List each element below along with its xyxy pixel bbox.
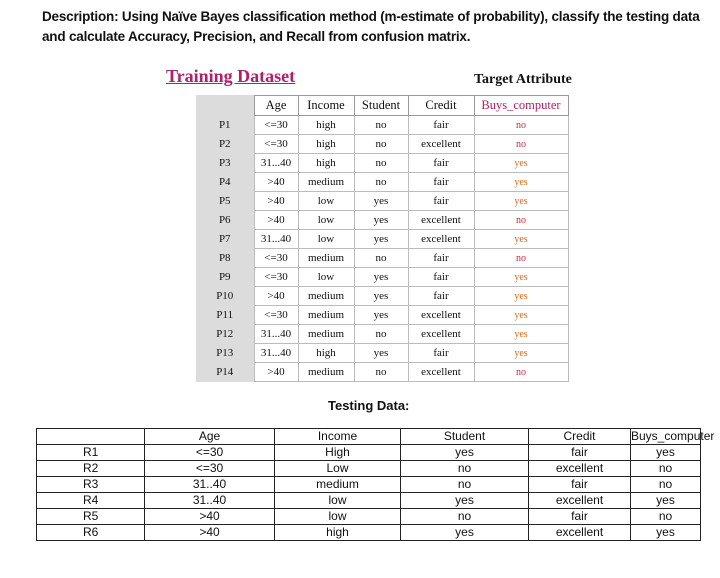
training-cell-credit: fair — [408, 249, 474, 268]
training-cell-income: medium — [298, 173, 354, 192]
testing-cell-age: 31..40 — [145, 477, 275, 493]
testing-cell-credit: fair — [529, 477, 631, 493]
training-cell-age: >40 — [254, 192, 298, 211]
testing-cell-credit: fair — [529, 509, 631, 525]
training-cell-buys-computer: yes — [474, 230, 568, 249]
testing-row-id: R4 — [37, 493, 145, 509]
training-row-id: P2 — [196, 135, 254, 154]
training-cell-credit: excellent — [408, 363, 474, 382]
testing-row-id: R2 — [37, 461, 145, 477]
training-row-id: P1 — [196, 116, 254, 135]
testing-cell-buys-computer: no — [631, 509, 701, 525]
training-row-id: P8 — [196, 249, 254, 268]
training-cell-credit: fair — [408, 154, 474, 173]
training-cell-credit: excellent — [408, 211, 474, 230]
training-header-student: Student — [354, 96, 408, 116]
testing-row — [37, 461, 701, 477]
training-cell-buys-computer: no — [474, 135, 568, 154]
testing-table — [36, 428, 715, 541]
testing-row — [37, 493, 701, 509]
testing-cell-credit: excellent — [529, 461, 631, 477]
training-cell-income: medium — [298, 325, 354, 344]
training-row — [196, 192, 568, 211]
training-cell-age: <=30 — [254, 306, 298, 325]
training-cell-buys-computer: yes — [474, 287, 568, 306]
training-cell-income: low — [298, 211, 354, 230]
testing-row-id: R6 — [37, 525, 145, 541]
description-text: Description: Using Naïve Bayes classification method (m-estimate of probability), classify the testing data and calculate Accuracy, Precision, and Recall from confusion matrix. — [42, 9, 700, 44]
training-cell-age: 31...40 — [254, 344, 298, 363]
testing-header-blank — [37, 429, 145, 445]
training-cell-age: <=30 — [254, 249, 298, 268]
testing-cell-credit: excellent — [529, 493, 631, 509]
training-cell-buys-computer: yes — [474, 325, 568, 344]
training-cell-buys-computer: no — [474, 211, 568, 230]
training-cell-buys-computer: yes — [474, 306, 568, 325]
testing-header-credit: Credit — [529, 429, 631, 445]
testing-row — [37, 445, 701, 461]
training-cell-income: medium — [298, 363, 354, 382]
training-row — [196, 173, 568, 192]
training-cell-credit: excellent — [408, 325, 474, 344]
training-cell-credit: fair — [408, 344, 474, 363]
training-cell-income: medium — [298, 287, 354, 306]
training-header-row — [196, 96, 568, 116]
training-cell-buys-computer: yes — [474, 192, 568, 211]
training-cell-buys-computer: yes — [474, 344, 568, 363]
testing-cell-credit: fair — [529, 445, 631, 461]
training-cell-buys-computer: no — [474, 116, 568, 135]
training-table-panel — [196, 95, 568, 376]
testing-cell-income: high — [275, 525, 401, 541]
testing-cell-student: no — [401, 477, 529, 493]
training-row — [196, 116, 568, 135]
training-cell-student: yes — [354, 344, 408, 363]
testing-cell-buys-computer: no — [631, 477, 701, 493]
training-table — [196, 95, 569, 382]
training-row — [196, 211, 568, 230]
training-cell-credit: fair — [408, 173, 474, 192]
training-cell-buys-computer: yes — [474, 173, 568, 192]
testing-cell-income: medium — [275, 477, 401, 493]
training-cell-income: high — [298, 116, 354, 135]
testing-header-income: Income — [275, 429, 401, 445]
training-row-id: P12 — [196, 325, 254, 344]
training-cell-income: high — [298, 154, 354, 173]
testing-cell-student: yes — [401, 493, 529, 509]
testing-cell-age: >40 — [145, 509, 275, 525]
training-row-id: P7 — [196, 230, 254, 249]
testing-cell-student: no — [401, 509, 529, 525]
testing-row-id: R5 — [37, 509, 145, 525]
training-cell-student: yes — [354, 287, 408, 306]
testing-row — [37, 509, 701, 525]
training-cell-income: low — [298, 268, 354, 287]
training-header-buys-computer: Buys_computer — [474, 96, 568, 116]
training-cell-income: medium — [298, 306, 354, 325]
training-cell-student: yes — [354, 268, 408, 287]
training-cell-buys-computer: yes — [474, 154, 568, 173]
training-header-income: Income — [298, 96, 354, 116]
training-row — [196, 287, 568, 306]
testing-header-row — [37, 429, 701, 445]
training-row — [196, 363, 568, 382]
training-dataset-title: Training Dataset — [166, 66, 296, 86]
testing-cell-income: Low — [275, 461, 401, 477]
training-cell-income: high — [298, 344, 354, 363]
training-cell-age: 31...40 — [254, 230, 298, 249]
testing-row — [37, 477, 701, 493]
training-row-id: P4 — [196, 173, 254, 192]
training-row — [196, 135, 568, 154]
training-header-blank — [196, 96, 254, 116]
testing-header-buys-computer: Buys_computer — [631, 429, 715, 443]
testing-row-id: R3 — [37, 477, 145, 493]
training-row — [196, 230, 568, 249]
training-cell-age: >40 — [254, 211, 298, 230]
training-cell-buys-computer: no — [474, 249, 568, 268]
training-row — [196, 268, 568, 287]
testing-cell-income: low — [275, 493, 401, 509]
training-cell-student: no — [354, 135, 408, 154]
training-row-id: P3 — [196, 154, 254, 173]
training-cell-income: high — [298, 135, 354, 154]
training-row — [196, 306, 568, 325]
training-cell-age: <=30 — [254, 116, 298, 135]
training-header-age: Age — [254, 96, 298, 116]
training-row — [196, 154, 568, 173]
training-cell-age: 31...40 — [254, 325, 298, 344]
training-cell-student: yes — [354, 306, 408, 325]
training-cell-buys-computer: yes — [474, 268, 568, 287]
training-cell-student: yes — [354, 192, 408, 211]
testing-cell-age: 31..40 — [145, 493, 275, 509]
training-cell-student: no — [354, 249, 408, 268]
training-cell-credit: excellent — [408, 306, 474, 325]
training-cell-student: yes — [354, 230, 408, 249]
training-row-id: P11 — [196, 306, 254, 325]
training-cell-age: <=30 — [254, 135, 298, 154]
testing-cell-buys-computer: yes — [631, 493, 701, 509]
testing-cell-credit: excellent — [529, 525, 631, 541]
training-row-id: P13 — [196, 344, 254, 363]
testing-cell-buys-computer: yes — [631, 525, 701, 541]
training-row-id: P6 — [196, 211, 254, 230]
training-cell-student: no — [354, 116, 408, 135]
testing-data-title: Testing Data: — [328, 398, 410, 413]
training-row-id: P5 — [196, 192, 254, 211]
testing-cell-age: <=30 — [145, 461, 275, 477]
training-cell-credit: fair — [408, 192, 474, 211]
training-cell-age: >40 — [254, 173, 298, 192]
training-cell-income: medium — [298, 249, 354, 268]
training-cell-credit: fair — [408, 116, 474, 135]
training-cell-age: <=30 — [254, 268, 298, 287]
training-row — [196, 249, 568, 268]
testing-header-student: Student — [401, 429, 529, 445]
training-cell-credit: excellent — [408, 230, 474, 249]
training-cell-student: yes — [354, 211, 408, 230]
target-attribute-title: Target Attribute — [474, 72, 572, 87]
training-cell-age: 31...40 — [254, 154, 298, 173]
training-row-id: P10 — [196, 287, 254, 306]
training-cell-student: no — [354, 325, 408, 344]
training-cell-student: no — [354, 173, 408, 192]
testing-cell-age: >40 — [145, 525, 275, 541]
training-row — [196, 344, 568, 363]
training-cell-income: low — [298, 192, 354, 211]
testing-header-age: Age — [145, 429, 275, 445]
training-row-id: P9 — [196, 268, 254, 287]
testing-row — [37, 525, 701, 541]
testing-cell-income: High — [275, 445, 401, 461]
training-cell-student: no — [354, 154, 408, 173]
training-cell-age: >40 — [254, 363, 298, 382]
training-cell-credit: fair — [408, 268, 474, 287]
training-cell-credit: excellent — [408, 135, 474, 154]
testing-cell-buys-computer: no — [631, 461, 701, 477]
testing-cell-buys-computer: yes — [631, 445, 701, 461]
testing-cell-student: yes — [401, 445, 529, 461]
training-cell-age: >40 — [254, 287, 298, 306]
testing-cell-student: no — [401, 461, 529, 477]
training-cell-buys-computer: no — [474, 363, 568, 382]
training-cell-income: low — [298, 230, 354, 249]
training-row-id: P14 — [196, 363, 254, 382]
testing-row-id: R1 — [37, 445, 145, 461]
testing-cell-student: yes — [401, 525, 529, 541]
training-header-credit: Credit — [408, 96, 474, 116]
testing-cell-income: low — [275, 509, 401, 525]
training-row — [196, 325, 568, 344]
testing-cell-age: <=30 — [145, 445, 275, 461]
training-cell-student: no — [354, 363, 408, 382]
training-cell-credit: fair — [408, 287, 474, 306]
